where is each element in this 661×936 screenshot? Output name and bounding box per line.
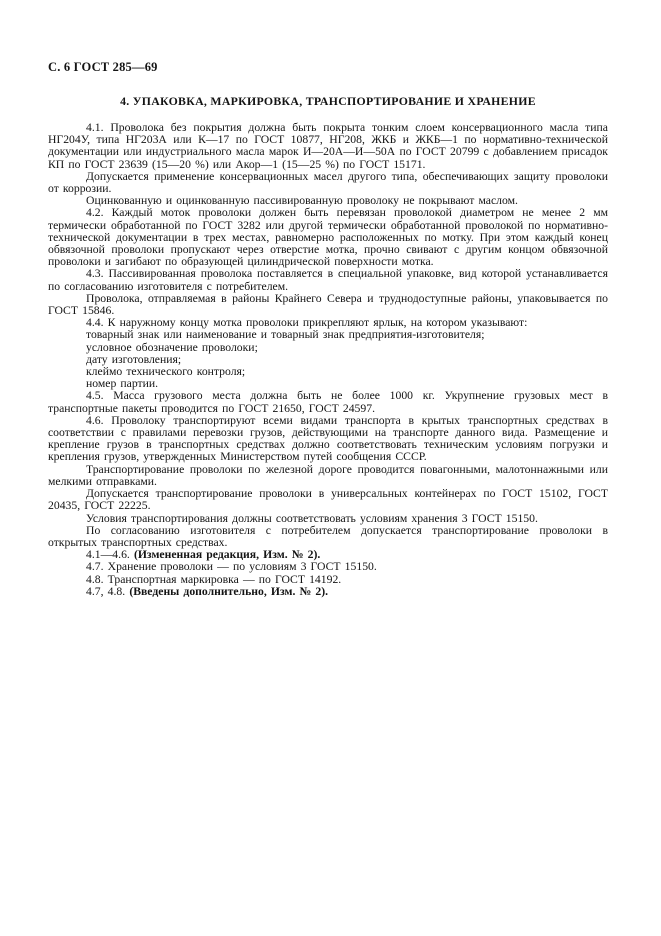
paragraph-4-1-cont-2: Оцинкованную и оцинкованную пассивированную проволоку не покрывают маслом. [86,194,518,208]
paragraph-4-7: 4.7. Хранение проволоки — по условиям 3 ГОСТ 15150. [86,560,377,574]
label-item-date: дату изготовления; [86,352,182,366]
paragraph-4-3-cont: Проволока, отправляемая в районы Крайнего Севера и труднодоступные районы, упаковывается по ГОСТ 15846. [48,291,608,318]
label-item-batch: номер партии. [86,377,159,391]
paragraph-4-3: 4.3. Пассивированная проволока поставляется в специальной упаковке, вид которой устанавливается по согласованию изготовителя с потребителем. [48,267,608,293]
document-body [48,122,608,598]
label-item-trademark: товарный знак или наименование и товарный знак предприятия-изготовителя; [86,328,485,342]
document-content [48,60,608,598]
page-header: С. 6 ГОСТ 285—69 [48,60,158,74]
paragraph-4-6-cont-3: Условия транспортирования должны соответствовать условиям хранения 3 ГОСТ 15150. [86,511,538,525]
amendment-note-text: (Введены дополнительно, Изм. № 2). [129,584,329,598]
paragraph-4-4: 4.4. К наружному концу мотка проволоки прикрепляют ярлык, на котором указывают: [86,316,528,330]
paragraph-4-6-cont-4: По согласованию изготовителя с потребителем допускается транспортирование проволоки в открытых транспортных средствах. [48,523,608,549]
paragraph-4-1: 4.1. Проволока без покрытия должна быть покрыта тонким слоем консервационного масла типа НГ204У, типа НГ203А или К—17 по ГОСТ 10877, НГ208, ЖКБ и ЖКБ—1 по нормативно-технической документации или индустриального масла марок И—20А—И—50А по ГОСТ 20799 с добавлением присадок КП по ГОСТ 23639 (15—20 %) или Акор—1 (15—25 %) по ГОСТ 15171. [48,121,608,171]
paragraph-4-5: 4.5. Масса грузового места должна быть не более 1000 кг. Укрупнение грузовых мест в транспортные пакеты проводится по ГОСТ 21650, ГОСТ 24597. [48,389,608,415]
amendment-note-4-7-4-8 [48,586,608,598]
paragraph-4-1-cont-1: Допускается применение консервационных масел другого типа, обеспечивающих защиту проволоки от коррозии. [48,169,608,196]
label-item-designation: условное обозначение проволоки; [86,340,258,354]
amendment-note-text: (Измененная редакция, Изм. № 2). [133,548,321,562]
section-title: 4. УПАКОВКА, МАРКИРОВКА, ТРАНСПОРТИРОВАНИЕ И ХРАНЕНИЕ [120,94,536,108]
paragraph-4-6: 4.6. Проволоку транспортируют всеми видами транспорта в крытых транспортных средствах в соответствии с правилами перевозки грузов, действующими на транспорте данного вида. Размещение и крепление грузов в транспортных средствах должно соответствовать техническим условиям погрузки и крепления грузов, утвержденных Министерством путей сообщения СССР. [48,413,608,464]
paragraph-4-6-cont-2: Допускается транспортирование проволоки в универсальных контейнерах по ГОСТ 15102, ГОСТ 20435, ГОСТ 22225. [48,487,608,513]
amendment-clause-range: 4.7, 4.8. [86,584,130,598]
label-item-stamp: клеймо технического контроля; [86,365,246,379]
paragraph-4-6-cont-1: Транспортирование проволоки по железной дороге проводится повагонными, малотоннажными или мелкими отправками. [48,462,608,488]
amendment-clause-range: 4.1—4.6. [86,548,134,562]
paragraph-4-8: 4.8. Транспортная маркировка — по ГОСТ 14192. [86,572,342,586]
paragraph-4-2: 4.2. Каждый моток проволоки должен быть перевязан проволокой диаметром не менее 2 мм термически обработанной по ГОСТ 3282 или другой термически обработанной проволокой по нормативно-технической документации в трех местах, равномерно расположенных по мотку. При этом каждый конец обвязочной проволоки пропускают через отверстие мотка, прочно свивают с другим концом обвязочной проволоки и загибают по образующей цилиндрической поверхности мотка. [48,206,608,269]
